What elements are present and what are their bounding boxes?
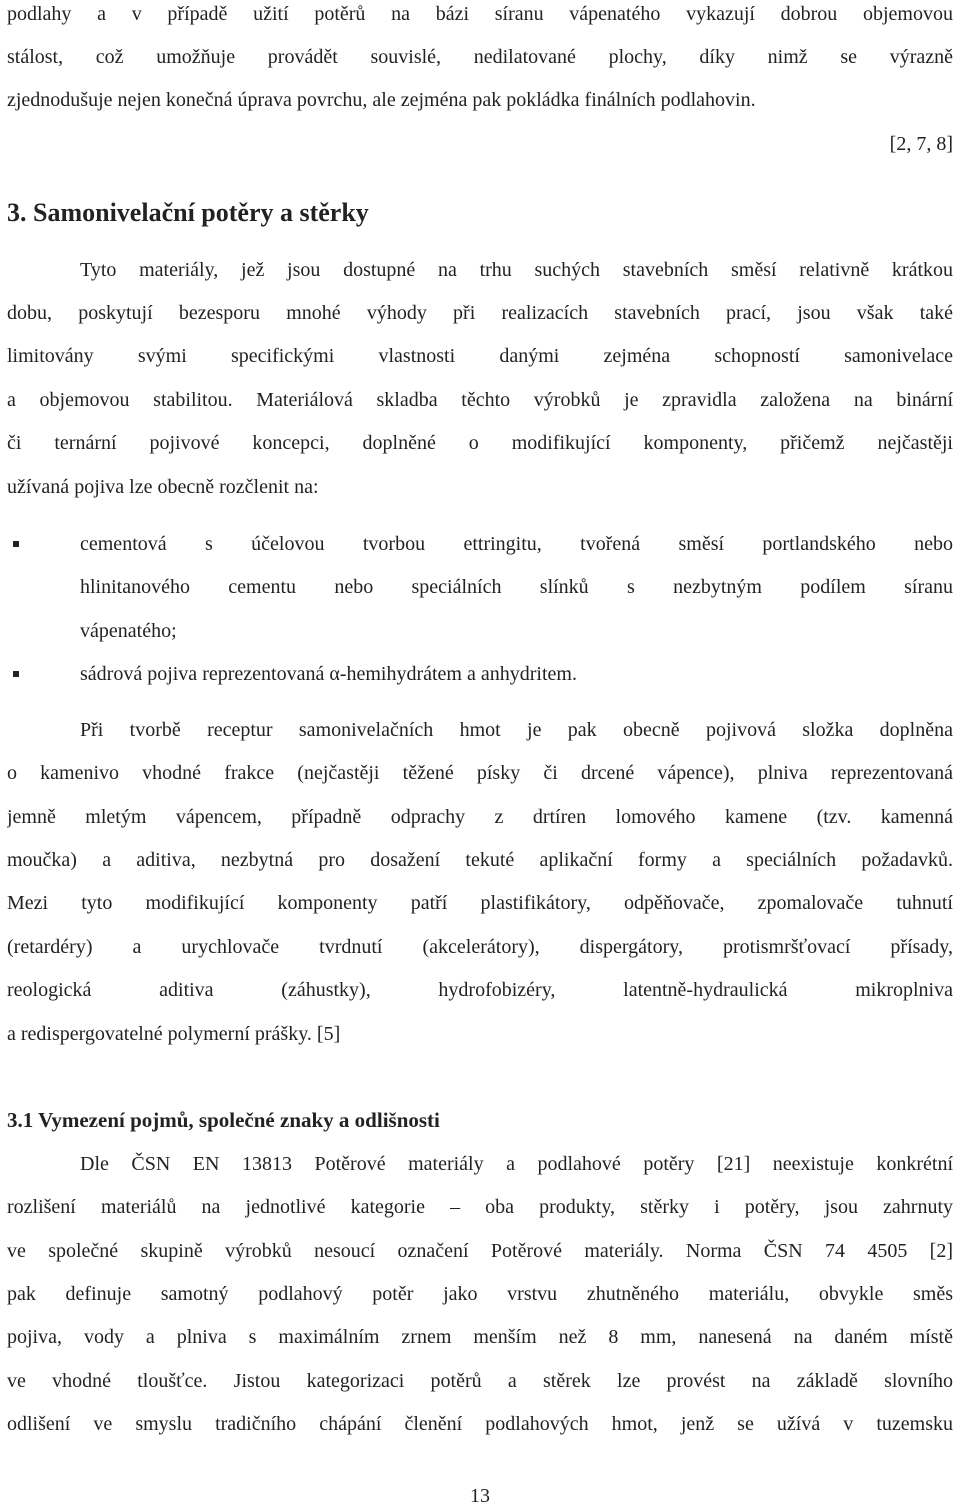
para2-line-4: moučka) a aditiva, nezbytná pro dosažení tekuté aplikační formy a speciálních požadavků. — [7, 849, 953, 871]
para3-line-3: ve společné skupině výrobků nesoucí označení Potěrové materiály. Norma ČSN 74 4505 [2] — [7, 1240, 953, 1262]
bullet1-line-1: cementová s účelovou tvorbou ettringitu, tvořená směsí portlandského nebo — [80, 533, 953, 555]
para3-line-5: pojiva, vody a plniva s maximálním zrnem menším než 8 mm, nanesená na daném místě — [7, 1326, 953, 1348]
para2-line-5: Mezi tyto modifikující komponenty patří plastifikátory, odpěňovače, zpomalovače tuhnutí — [7, 892, 953, 914]
intro-line-1: podlahy a v případě užití potěrů na bázi síranu vápenatého vykazují dobrou objemovou — [7, 3, 953, 25]
para1-line-6: užívaná pojiva lze obecně rozčlenit na: — [7, 476, 319, 498]
para2-line-6: (retardéry) a urychlovače tvrdnutí (akcelerátory), dispergátory, protismršťovací přísady, — [7, 936, 953, 958]
para1-line-4: a objemovou stabilitou. Materiálová skladba těchto výrobků je zpravidla založena na binární — [7, 389, 953, 411]
page-number: 13 — [470, 1485, 490, 1507]
para3-line-7: odlišení ve smyslu tradičního chápání členění podlahových hmot, jenž se užívá v tuzemsku — [7, 1413, 953, 1435]
para3-line-6: ve vhodné tloušťce. Jistou kategorizaci potěrů a stěrek lze provést na základě slovního — [7, 1370, 953, 1392]
para1-line-5: či ternární pojivové koncepci, doplněné o modifikující komponenty, přičemž nejčastěji — [7, 432, 953, 454]
bullet1-line-3: vápenatého; — [80, 620, 177, 642]
para1-line-2: dobu, poskytují bezesporu mnohé výhody při realizacích stavebních prací, jsou však také — [7, 302, 953, 324]
para2-line-8: a redispergovatelné polymerní prášky. [5] — [7, 1023, 341, 1045]
bullet2-line: sádrová pojiva reprezentovaná α-hemihydrátem a anhydritem. — [80, 663, 577, 685]
bullet-marker-1 — [13, 541, 19, 547]
intro-line-2: stálost, což umožňuje provádět souvislé, nedilatované plochy, díky nimž se výrazně — [7, 46, 953, 68]
bullet1-line-2: hlinitanového cementu nebo speciálních slínků s nezbytným podílem síranu — [80, 576, 953, 598]
para2-line-3: jemně mletým vápencem, případně odprachy z drtíren lomového kamene (tzv. kamenná — [7, 806, 953, 828]
intro-line-3: zjednodušuje nejen konečná úprava povrchu, ale zejména pak pokládka finálních podlahovin. — [7, 89, 756, 111]
para1-line-3: limitovány svými specifickými vlastnosti danými zejména schopností samonivelace — [7, 345, 953, 367]
section-3-heading: 3. Samonivelační potěry a stěrky — [7, 198, 369, 227]
para3-line-1: Dle ČSN EN 13813 Potěrové materiály a podlahové potěry [21] neexistuje konkrétní — [80, 1153, 953, 1175]
para3-line-4: pak definuje samotný podlahový potěr jako vrstvu zhutněného materiálu, obvykle směs — [7, 1283, 953, 1305]
para3-line-2: rozlišení materiálů na jednotlivé kategorie – oba produkty, stěrky i potěry, jsou zahrnuty — [7, 1196, 953, 1218]
para2-line-7: reologická aditiva (záhustky), hydrofobizéry, latentně-hydraulická mikroplniva — [7, 979, 953, 1001]
para2-line-2: o kamenivo vhodné frakce (nejčastěji těžené písky či drcené vápence), plniva reprezentovaná — [7, 762, 953, 784]
para2-line-1: Při tvorbě receptur samonivelačních hmot je pak obecně pojivová složka doplněna — [80, 719, 953, 741]
intro-citation: [2, 7, 8] — [889, 133, 953, 155]
section-3-1-heading: 3.1 Vymezení pojmů, společné znaky a odlišnosti — [7, 1108, 440, 1132]
bullet-marker-2 — [13, 671, 19, 677]
para1-line-1: Tyto materiály, jež jsou dostupné na trhu suchých stavebních směsí relativně krátkou — [80, 259, 953, 281]
document-page — [7, 0, 953, 1509]
